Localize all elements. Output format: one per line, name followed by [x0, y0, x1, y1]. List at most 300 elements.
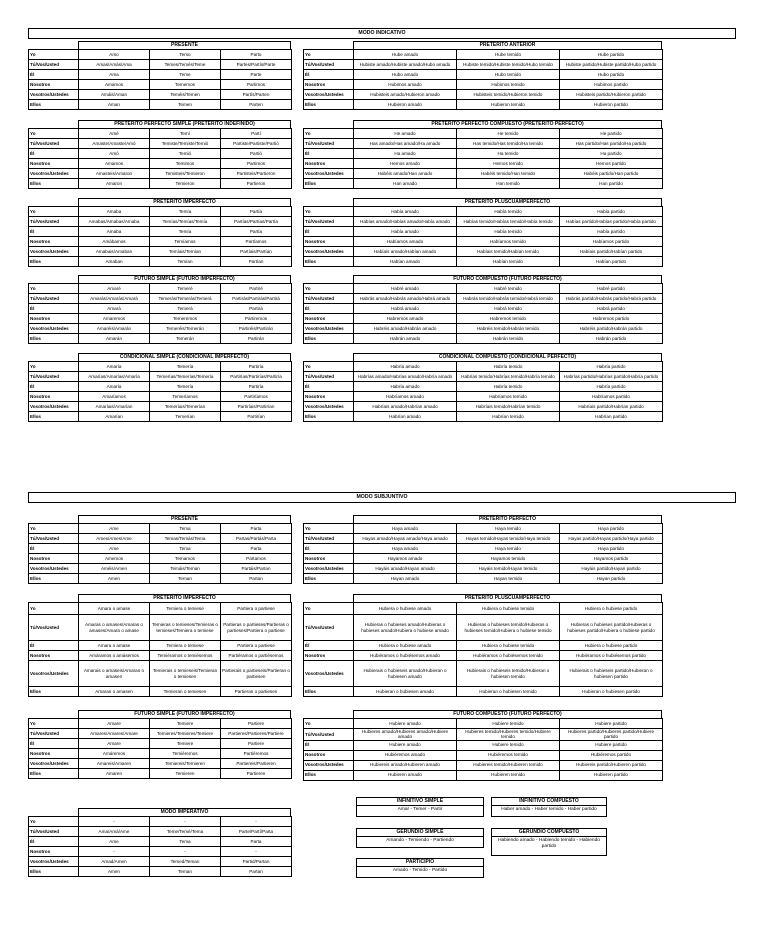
conjugation-cell: Habrán partido	[560, 334, 663, 344]
table-row	[29, 294, 292, 304]
conjugation-cell: Habían temido	[457, 257, 560, 267]
pronoun-cell: Ellos	[29, 334, 79, 344]
conjugation-cell: Parte	[221, 70, 292, 80]
pronoun-cell: Vosotros/Ustedes	[29, 661, 79, 687]
table-row	[29, 615, 292, 641]
conjugation-cell: Temían	[150, 257, 221, 267]
conjugation-cell: Hubieras o hubieses temido/Hubieras o hubieses temido/Hubiera o hubiese temido	[457, 615, 560, 641]
conjugation-cell: Temeríais/Temerían	[150, 402, 221, 412]
table-row	[304, 304, 663, 314]
indicativo-preterito-imperfecto-table	[28, 206, 292, 267]
table-row	[29, 769, 292, 779]
conjugation-cell: Habríais amado/Habrían amado	[354, 402, 457, 412]
conjugation-cell: Parta	[221, 524, 292, 534]
table-row	[304, 661, 663, 687]
pronoun-cell: Vosotros/Ustedes	[29, 247, 79, 257]
conjugation-cell: Hubierais o hubieseis partido/Hubieran o hubiesen partido	[560, 661, 663, 687]
conjugation-cell: Hayáis amado/Hayan amado	[354, 564, 457, 574]
table-row	[304, 314, 663, 324]
conjugation-cell: Partieron	[221, 179, 292, 189]
table-row	[29, 382, 292, 392]
conjugation-cell: Hubo partido	[560, 70, 663, 80]
conjugation-cell: Hubieran o hubiesen temido	[457, 687, 560, 697]
conjugation-cell: Hubimos temido	[457, 80, 560, 90]
table-row	[29, 729, 292, 739]
conjugation-cell: Amaba	[79, 207, 150, 217]
conjugation-cell: Amarán	[79, 334, 150, 344]
conjugation-cell: Teme	[150, 70, 221, 80]
conjugation-cell: Temías/Temías/Temía	[150, 217, 221, 227]
conjugation-cell: Temiere	[150, 719, 221, 729]
conjugation-cell: Has partido/Has partido/Ha partido	[560, 139, 663, 149]
infinitivo-compuesto-box	[491, 797, 607, 817]
infinitivo-simple-title: INFINITIVO SIMPLE	[357, 798, 483, 806]
conjugation-cell: Habéis temido/Han temido	[457, 169, 560, 179]
subjuntivo-preterito-perfecto-title: PRETÉRITO PERFECTO	[353, 515, 662, 523]
pronoun-cell: Tú/Vos/Usted	[29, 372, 79, 382]
conjugation-cell: Hayáis partido/Hayan partido	[560, 564, 663, 574]
conjugation-cell: Partes/Partís/Parte	[221, 60, 292, 70]
table-row	[29, 334, 292, 344]
conjugation-cell: Temiera o temiese	[150, 641, 221, 651]
conjugation-cell: Amabas/Amabas/Amaba	[79, 217, 150, 227]
conjugation-cell: Hubiereis partido/Hubieren partido	[560, 760, 663, 770]
indicativo-preterito-anterior-table	[303, 49, 663, 110]
conjugation-cell: Amaría	[79, 382, 150, 392]
conjugation-cell: Temió	[150, 149, 221, 159]
table-row	[29, 60, 292, 70]
conjugation-cell: Temieres/Temieres/Temiere	[150, 729, 221, 739]
conjugation-cell: Habían amado	[354, 257, 457, 267]
conjugation-cell: Habremos temido	[457, 314, 560, 324]
conjugation-cell: Hubieren temido	[457, 770, 560, 780]
conjugation-cell: Hubo amado	[354, 70, 457, 80]
table-row	[29, 524, 292, 534]
conjugation-cell: Hubiere temido	[457, 719, 560, 729]
conjugation-cell: Tema	[150, 837, 221, 847]
conjugation-cell: Habrás temido/Habrás temido/Habrá temido	[457, 294, 560, 304]
subjuntivo-presente-table	[28, 523, 292, 584]
conjugation-cell: Habíamos amado	[354, 237, 457, 247]
pronoun-cell: Nosotros	[304, 554, 354, 564]
conjugation-cell: Partan	[221, 574, 292, 584]
indicativo-preterito-perfecto-simple-preterito-indefinido-table	[28, 128, 292, 189]
pronoun-cell: Tú/Vos/Usted	[304, 139, 354, 149]
pronoun-cell: Vosotros/Ustedes	[304, 169, 354, 179]
indicativo-preterito-pluscuamperfecto-title: PRETÉRITO PLUSCUAMPERFECTO	[353, 198, 662, 206]
conjugation-cell: Ame	[79, 524, 150, 534]
conjugation-cell: Partiremos	[221, 314, 292, 324]
table-row	[29, 129, 292, 139]
gerundio-simple-value: Amando - Temiendo - Partiendo	[386, 838, 454, 843]
conjugation-cell: Habría partido	[560, 382, 663, 392]
pronoun-cell: Vosotros/Ustedes	[304, 402, 354, 412]
table-row	[304, 247, 663, 257]
pronoun-cell: Yo	[304, 50, 354, 60]
conjugation-cell: Hubiereis temido/Hubieren temido	[457, 760, 560, 770]
table-row	[304, 100, 663, 110]
conjugation-cell: Partiéremos	[221, 749, 292, 759]
table-row	[304, 294, 663, 304]
conjugation-cell: Habíais amado/Habían amado	[354, 247, 457, 257]
table-row	[29, 372, 292, 382]
conjugation-cell: Amas/Amás/Ama	[79, 60, 150, 70]
pronoun-cell: Yo	[29, 362, 79, 372]
pronoun-cell: Ellos	[29, 100, 79, 110]
conjugation-cell: Hubieras o hubieses amado/Hubieras o hubieses amado/Hubiera o hubiese amado	[354, 615, 457, 641]
conjugation-cell: Habríamos partido	[560, 392, 663, 402]
conjugation-cell: -	[150, 847, 221, 857]
conjugation-cell: Partíamos	[221, 237, 292, 247]
conjugation-cell: Habíais temido/Habían temido	[457, 247, 560, 257]
conjugation-cell: Temeríamos	[150, 392, 221, 402]
pronoun-cell: Él	[29, 304, 79, 314]
conjugation-cell: Hubiéramos o hubiésemos temido	[457, 651, 560, 661]
indicativo-presente-table	[28, 49, 292, 110]
conjugation-cell: Hubiere amado	[354, 740, 457, 750]
table-row	[304, 392, 663, 402]
table-row	[29, 237, 292, 247]
pronoun-cell: Vosotros/Ustedes	[304, 90, 354, 100]
conjugation-cell: Ama/Amá/Ame	[79, 827, 150, 837]
conjugation-cell: Temas/Temás/Tema	[150, 534, 221, 544]
table-row	[29, 217, 292, 227]
table-row	[304, 139, 663, 149]
table-row	[29, 402, 292, 412]
conjugation-cell: Amemos	[79, 554, 150, 564]
table-row	[304, 760, 663, 770]
conjugation-cell: Hubierais o hubieseis amado/Hubieran o hubiesen amado	[354, 661, 457, 687]
conjugation-cell: Hubieron amado	[354, 100, 457, 110]
pronoun-cell: Yo	[29, 207, 79, 217]
table-row	[304, 651, 663, 661]
conjugation-cell: Amáremos	[79, 749, 150, 759]
conjugation-cell: Han temido	[457, 179, 560, 189]
pronoun-cell: Él	[29, 641, 79, 651]
conjugation-cell: Partas/Partás/Parta	[221, 534, 292, 544]
conjugation-cell: Habéis partido/Han partido	[560, 169, 663, 179]
conjugation-cell: He amado	[354, 129, 457, 139]
conjugation-cell: Haya temido	[457, 524, 560, 534]
pronoun-cell: Ellos	[304, 179, 354, 189]
conjugation-cell: Amad/Amen	[79, 857, 150, 867]
pronoun-cell: Tú/Vos/Usted	[304, 534, 354, 544]
conjugation-cell: Haya temido	[457, 544, 560, 554]
conjugation-cell: Partid/Partan	[221, 857, 292, 867]
conjugation-cell: Hubieres amado/Hubieres amado/Hubiere amado	[354, 729, 457, 741]
indicativo-futuro-simple-futuro-imperfecto-title: FUTURO SIMPLE (FUTURO IMPERFECTO)	[78, 275, 291, 283]
conjugation-cell: Hubiera o hubiese partido	[560, 641, 663, 651]
conjugation-cell: Hubisteis partido/Hubieron partido	[560, 90, 663, 100]
conjugation-cell: Haya partido	[560, 544, 663, 554]
conjugation-cell: Teme/Temé/Tema	[150, 827, 221, 837]
table-row	[304, 412, 663, 422]
conjugation-cell: Hayas temido/Hayas temido/Haya temido	[457, 534, 560, 544]
pronoun-cell: Ellos	[29, 412, 79, 422]
table-row	[29, 314, 292, 324]
conjugation-cell: Tememos	[150, 80, 221, 90]
indicativo-title: MODO INDICATIVO	[28, 28, 736, 39]
pronoun-cell: Él	[304, 641, 354, 651]
pronoun-cell: Tú/Vos/Usted	[29, 729, 79, 739]
conjugation-cell: He partido	[560, 129, 663, 139]
conjugation-cell: Partiere	[221, 739, 292, 749]
table-row	[304, 257, 663, 267]
conjugation-cell: Parta	[221, 837, 292, 847]
conjugation-cell: Hube amado	[354, 50, 457, 60]
conjugation-cell: Parto	[221, 50, 292, 60]
conjugation-cell: Hayamos partido	[560, 554, 663, 564]
gerundio-simple-box	[356, 828, 484, 848]
conjugation-cell: Temo	[150, 50, 221, 60]
conjugation-cell: Temieren	[150, 769, 221, 779]
conjugation-cell: Habéis amado/Han amado	[354, 169, 457, 179]
conjugation-cell: Hubiere temido	[457, 740, 560, 750]
pronoun-cell: Él	[29, 739, 79, 749]
pronoun-cell: Yo	[304, 284, 354, 294]
table-row	[29, 207, 292, 217]
conjugation-cell: Temes/Temés/Teme	[150, 60, 221, 70]
conjugation-cell: Hayas amado/Hayas amado/Haya amado	[354, 534, 457, 544]
table-row	[304, 641, 663, 651]
table-row	[29, 817, 292, 827]
conjugation-cell: Amaran o amasen	[79, 687, 150, 697]
conjugation-cell: Amasteis/Amaron	[79, 169, 150, 179]
table-row	[29, 284, 292, 294]
conjugation-cell: Has amado/Has amado/Ha amado	[354, 139, 457, 149]
pronoun-cell: Él	[304, 544, 354, 554]
conjugation-cell: Habrás amado/Habrás amado/Habrá amado	[354, 294, 457, 304]
conjugation-cell: Habría partido	[560, 362, 663, 372]
conjugation-cell: Habrán amado	[354, 334, 457, 344]
indicativo-condicional-simple-condicional-imperfecto-title: CONDICIONAL SIMPLE (CONDICIONAL IMPERFECTO)	[78, 353, 291, 361]
conjugation-cell: Habrá temido	[457, 304, 560, 314]
table-row	[304, 564, 663, 574]
conjugation-cell: Había partido	[560, 227, 663, 237]
pronoun-cell: Nosotros	[304, 237, 354, 247]
conjugation-cell: -	[221, 817, 292, 827]
conjugation-cell: Temíais/Temían	[150, 247, 221, 257]
conjugation-cell: Partamos	[221, 554, 292, 564]
conjugation-cell: Partisteis/Partieron	[221, 169, 292, 179]
table-row	[29, 574, 292, 584]
indicativo-condicional-compuesto-condicional-perfecto-table	[303, 361, 663, 422]
conjugation-cell: Partáis/Partan	[221, 564, 292, 574]
table-row	[29, 837, 292, 847]
conjugation-cell: He temido	[457, 129, 560, 139]
table-row	[29, 362, 292, 372]
conjugation-cell: Amamos	[79, 80, 150, 90]
conjugation-cell: Hayan temido	[457, 574, 560, 584]
conjugation-cell: Hubiera o hubiese amado	[354, 603, 457, 615]
conjugation-cell: Amara o amase	[79, 603, 150, 615]
table-row	[304, 324, 663, 334]
conjugation-cell: Partimos	[221, 80, 292, 90]
conjugation-cell: Amé	[79, 129, 150, 139]
conjugation-cell: Hemos temido	[457, 159, 560, 169]
table-row	[29, 827, 292, 837]
indicativo-futuro-compuesto-futuro-perfecto-table	[303, 283, 663, 344]
conjugation-cell: Amabais/Amaban	[79, 247, 150, 257]
subjuntivo-preterito-imperfecto-title: PRETÉRITO IMPERFECTO	[78, 594, 291, 602]
conjugation-cell: Temed/Teman	[150, 857, 221, 867]
pronoun-cell: Yo	[29, 129, 79, 139]
conjugation-cell: Había temido	[457, 227, 560, 237]
subjuntivo-title: MODO SUBJUNTIVO	[28, 492, 736, 503]
table-row	[29, 603, 292, 615]
conjugation-cell: Temía	[150, 207, 221, 217]
conjugation-cell: Habríamos amado	[354, 392, 457, 402]
table-row	[304, 402, 663, 412]
indicativo-futuro-compuesto-futuro-perfecto-title: FUTURO COMPUESTO (FUTURO PERFECTO)	[353, 275, 662, 283]
conjugation-cell: Había partido	[560, 207, 663, 217]
table-row	[304, 524, 663, 534]
conjugation-cell: Hubieras o hubieses partido/Hubieras o hubieses partido/Hubiera o hubiese partido	[560, 615, 663, 641]
table-row	[304, 149, 663, 159]
table-row	[29, 554, 292, 564]
table-row	[29, 139, 292, 149]
pronoun-cell: Yo	[29, 817, 79, 827]
gerundio-compuesto-value: Habiendo amado - Habiendo temido - Habiendo partido	[498, 838, 600, 849]
conjugation-cell: -	[79, 847, 150, 857]
table-row	[304, 382, 663, 392]
conjugation-cell: Aman	[79, 100, 150, 110]
table-row	[29, 392, 292, 402]
subjuntivo-futuro-compuesto-futuro-perfecto-title: FUTURO COMPUESTO (FUTURO PERFECTO)	[353, 710, 662, 718]
conjugation-cell: Amo	[79, 50, 150, 60]
pronoun-cell: Yo	[304, 603, 354, 615]
conjugation-cell: Temiereis/Temieren	[150, 759, 221, 769]
pronoun-cell: Nosotros	[29, 314, 79, 324]
pronoun-cell: Yo	[304, 524, 354, 534]
table-row	[304, 740, 663, 750]
conjugation-cell: Temiéramos o temiésemos	[150, 651, 221, 661]
conjugation-cell: Partirán	[221, 334, 292, 344]
pronoun-cell: Tú/Vos/Usted	[29, 60, 79, 70]
conjugation-cell: Hubiera o hubiese amado	[354, 641, 457, 651]
table-row	[304, 770, 663, 780]
table-row	[29, 159, 292, 169]
conjugation-cell: Habríamos temido	[457, 392, 560, 402]
conjugation-cell: Temieras o temieses/Temieras o temieses/Temiera o temiese	[150, 615, 221, 641]
pronoun-cell: Vosotros/Ustedes	[304, 324, 354, 334]
table-row	[29, 661, 292, 687]
table-row	[304, 207, 663, 217]
pronoun-cell: Ellos	[304, 574, 354, 584]
conjugation-cell: Amaban	[79, 257, 150, 267]
table-row	[29, 304, 292, 314]
conjugation-cell: Partía	[221, 227, 292, 237]
conjugation-cell: Había amado	[354, 227, 457, 237]
conjugation-cell: Partiría	[221, 362, 292, 372]
conjugation-cell: Amarías/Amarías/Amaría	[79, 372, 150, 382]
conjugation-cell: Hubieres temido/Hubieres temido/Hubiere temido	[457, 729, 560, 741]
table-row	[304, 554, 663, 564]
conjugation-cell: Hubiéremos amado	[354, 750, 457, 760]
participio-value: Amado - Temido - Partido	[392, 868, 448, 873]
conjugation-cell: Han amado	[354, 179, 457, 189]
conjugation-cell: -	[79, 817, 150, 827]
table-row	[29, 534, 292, 544]
subjuntivo-preterito-perfecto-table	[303, 523, 663, 584]
table-row	[304, 534, 663, 544]
pronoun-cell: Yo	[304, 362, 354, 372]
infinitivo-compuesto-value: Haber amado - Haber temido - Haber partido	[501, 807, 597, 812]
pronoun-cell: Vosotros/Ustedes	[304, 247, 354, 257]
conjugation-cell: Ame	[79, 544, 150, 554]
subjuntivo-presente-title: PRESENTE	[78, 515, 291, 523]
conjugation-cell: Amaren	[79, 769, 150, 779]
pronoun-cell: Tú/Vos/Usted	[304, 729, 354, 741]
infinitivo-compuesto-title: INFINITIVO COMPUESTO	[492, 798, 606, 806]
table-row	[304, 80, 663, 90]
imperativo-modo-imperativo-title: MODO IMPERATIVO	[78, 808, 291, 816]
indicativo-condicional-compuesto-condicional-perfecto-title: CONDICIONAL COMPUESTO (CONDICIONAL PERFECTO)	[353, 353, 662, 361]
conjugation-cell: Partirás/Partirás/Partirá	[221, 294, 292, 304]
pronoun-cell: Nosotros	[29, 159, 79, 169]
conjugation-cell: Partiera o partiese	[221, 603, 292, 615]
conjugation-cell: Hubiste partido/Hubiste partido/Hubo partido	[560, 60, 663, 70]
table-row	[304, 750, 663, 760]
table-row	[29, 412, 292, 422]
conjugation-cell: Partiríamos	[221, 392, 292, 402]
conjugation-cell: Hubiere amado	[354, 719, 457, 729]
conjugation-cell: Temiéremos	[150, 749, 221, 759]
table-row	[29, 149, 292, 159]
pronoun-cell: Yo	[304, 719, 354, 729]
conjugation-cell: Amáramos o amásemos	[79, 651, 150, 661]
conjugation-cell: Temíamos	[150, 237, 221, 247]
conjugation-cell: Partió	[221, 149, 292, 159]
conjugation-cell: Hubieran o hubiesen amado	[354, 687, 457, 697]
pronoun-cell: Yo	[29, 524, 79, 534]
conjugation-cell: Temerías/Temerías/Temería	[150, 372, 221, 382]
gerundio-simple-title: GERUNDIO SIMPLE	[357, 829, 483, 837]
pronoun-cell: Nosotros	[304, 314, 354, 324]
conjugation-cell: Temería	[150, 362, 221, 372]
pronoun-cell: Vosotros/Ustedes	[304, 661, 354, 687]
conjugation-cell: Amaríais/Amarían	[79, 402, 150, 412]
pronoun-cell: Tú/Vos/Usted	[304, 372, 354, 382]
infinitivo-simple-value: Amar - Temer - Partir	[397, 807, 443, 812]
conjugation-cell: Ama	[79, 70, 150, 80]
conjugation-cell: Temerá	[150, 304, 221, 314]
table-row	[29, 847, 292, 857]
pronoun-cell: Ellos	[304, 412, 354, 422]
conjugation-cell: Habrían temido	[457, 412, 560, 422]
conjugation-cell: Partiere	[221, 719, 292, 729]
conjugation-cell: Ame	[79, 837, 150, 847]
conjugation-cell: Partí	[221, 129, 292, 139]
conjugation-cell: Partiríais/Partirían	[221, 402, 292, 412]
conjugation-cell: Hubieran o hubiesen partido	[560, 687, 663, 697]
conjugation-cell: Habían partido	[560, 257, 663, 267]
conjugation-cell: Hubiera o hubiese temido	[457, 603, 560, 615]
pronoun-cell: Nosotros	[304, 80, 354, 90]
table-row	[29, 50, 292, 60]
gerundio-compuesto-box	[491, 828, 607, 856]
table-row	[29, 100, 292, 110]
conjugation-cell: Hemos partido	[560, 159, 663, 169]
indicativo-preterito-perfecto-compuesto-preterito-perfecto-title: PRETÉRITO PERFECTO COMPUESTO (PRETÉRITO PERFECTO)	[353, 120, 662, 128]
pronoun-cell: Ellos	[29, 867, 79, 877]
conjugation-cell: Temen	[150, 100, 221, 110]
pronoun-cell: Nosotros	[29, 554, 79, 564]
conjugation-cell: Hayan partido	[560, 574, 663, 584]
conjugation-cell: Temáis/Teman	[150, 564, 221, 574]
conjugation-cell: Habrías partido/Habrías partido/Habría partido	[560, 372, 663, 382]
table-row	[304, 179, 663, 189]
